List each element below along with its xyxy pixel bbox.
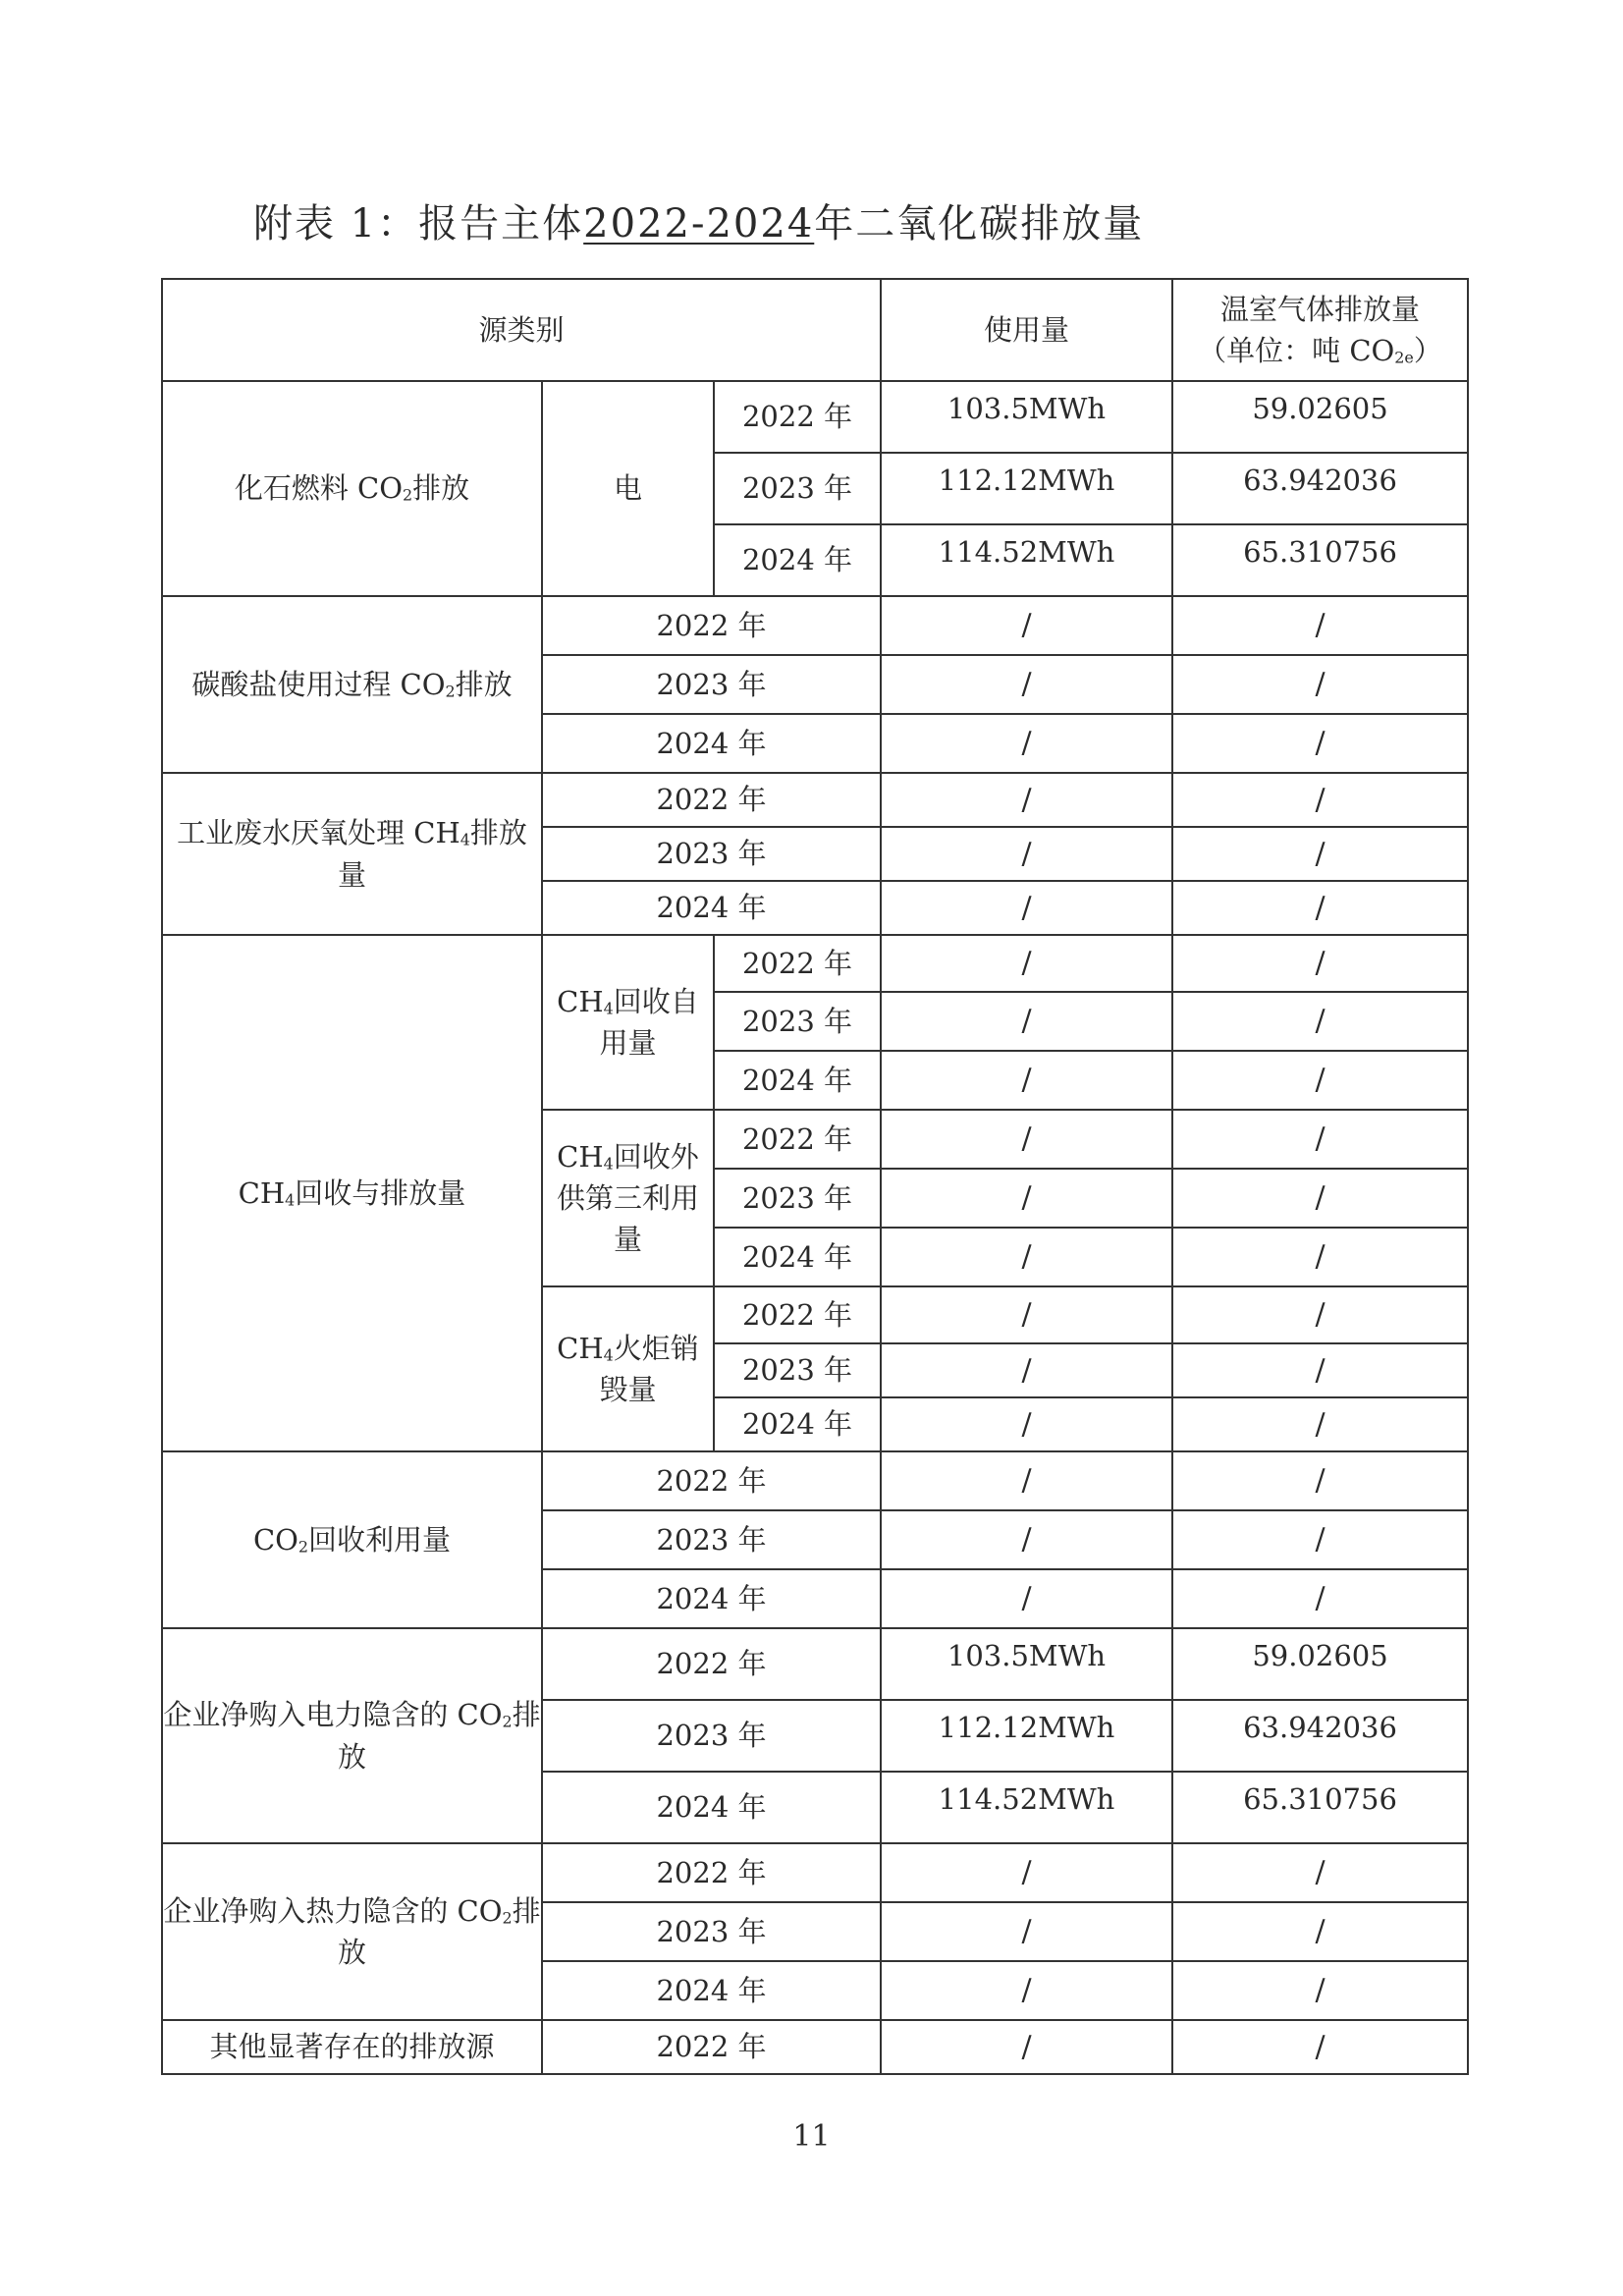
table-row xyxy=(162,773,1468,827)
year-cell: 2023 年 xyxy=(542,1510,881,1569)
usage-cell: / xyxy=(881,596,1172,655)
usage-cell: / xyxy=(881,1569,1172,1628)
usage-cell: / xyxy=(881,714,1172,773)
emission-cell: / xyxy=(1172,827,1468,881)
usage-cell: / xyxy=(881,1051,1172,1110)
usage-cell: 112.12MWh xyxy=(881,453,1172,524)
fossil-label: 化石燃料 $CO_2$排放 xyxy=(162,381,542,596)
ch4-external-label: $CH_4$回收外供第三利用量 xyxy=(542,1110,714,1286)
usage-cell: 112.12MWh xyxy=(881,1700,1172,1772)
emission-cell: 59.02605 xyxy=(1172,1628,1468,1700)
purchased-power-label: 企业净购入电力隐含的 $CO_2$排放 xyxy=(162,1628,542,1843)
year-cell: 2022 年 xyxy=(542,1628,881,1700)
usage-cell: 114.52MWh xyxy=(881,524,1172,596)
emission-cell: / xyxy=(1172,1510,1468,1569)
emission-cell: / xyxy=(1172,1451,1468,1510)
emission-cell: 59.02605 xyxy=(1172,381,1468,453)
emission-cell: / xyxy=(1172,655,1468,714)
usage-cell: / xyxy=(881,827,1172,881)
usage-cell: / xyxy=(881,1961,1172,2020)
emission-cell: / xyxy=(1172,1397,1468,1451)
emission-cell: 65.310756 xyxy=(1172,524,1468,596)
emission-cell: / xyxy=(1172,1051,1468,1110)
emission-cell: / xyxy=(1172,1110,1468,1169)
year-cell: 2024 年 xyxy=(542,1961,881,2020)
year-cell: 2023 年 xyxy=(542,655,881,714)
title-year-range: 2022-2024 xyxy=(583,201,815,246)
table-row xyxy=(162,596,1468,655)
year-cell: 2022 年 xyxy=(714,381,881,453)
usage-cell: / xyxy=(881,1902,1172,1961)
usage-cell: / xyxy=(881,992,1172,1051)
table-row xyxy=(162,1843,1468,1902)
year-cell: 2023 年 xyxy=(714,453,881,524)
header-row xyxy=(162,279,1468,381)
year-cell: 2022 年 xyxy=(714,1110,881,1169)
year-cell: 2024 年 xyxy=(542,1772,881,1843)
year-cell: 2022 年 xyxy=(542,1843,881,1902)
emission-cell: / xyxy=(1172,773,1468,827)
carbonate-label: 碳酸盐使用过程 $CO_2$排放 xyxy=(162,596,542,773)
usage-cell: / xyxy=(881,1397,1172,1451)
emission-cell: / xyxy=(1172,992,1468,1051)
ch4-label: $CH_4$回收与排放量 xyxy=(162,935,542,1451)
usage-cell: / xyxy=(881,2020,1172,2074)
emission-cell: / xyxy=(1172,1286,1468,1343)
other-label: 其他显著存在的排放源 xyxy=(162,2020,542,2074)
year-cell: 2024 年 xyxy=(714,1228,881,1286)
emission-cell: / xyxy=(1172,1343,1468,1397)
year-cell: 2022 年 xyxy=(714,1286,881,1343)
year-cell: 2022 年 xyxy=(714,935,881,992)
year-cell: 2024 年 xyxy=(714,1051,881,1110)
usage-cell: / xyxy=(881,1843,1172,1902)
table-title: 附表 1：报告主体2022-2024年二氧化碳排放量 xyxy=(253,201,1145,246)
year-cell: 2024 年 xyxy=(714,524,881,596)
year-cell: 2022 年 xyxy=(542,773,881,827)
table-row xyxy=(162,1451,1468,1510)
table-row xyxy=(162,2020,1468,2074)
emission-cell: / xyxy=(1172,935,1468,992)
wastewater-label: 工业废水厌氧处理 $CH_4$排放量 xyxy=(162,773,542,935)
usage-cell: / xyxy=(881,1169,1172,1228)
emission-cell: / xyxy=(1172,1902,1468,1961)
usage-cell: / xyxy=(881,1228,1172,1286)
usage-cell: / xyxy=(881,935,1172,992)
usage-cell: / xyxy=(881,773,1172,827)
year-cell: 2024 年 xyxy=(542,714,881,773)
usage-cell: 103.5MWh xyxy=(881,381,1172,453)
ch4-self-use-label: $CH_4$回收自用量 xyxy=(542,935,714,1110)
year-cell: 2023 年 xyxy=(714,992,881,1051)
usage-cell: / xyxy=(881,655,1172,714)
table-row xyxy=(162,1628,1468,1700)
emission-cell: / xyxy=(1172,596,1468,655)
year-cell: 2023 年 xyxy=(542,1700,881,1772)
usage-cell: / xyxy=(881,1343,1172,1397)
usage-cell: 114.52MWh xyxy=(881,1772,1172,1843)
usage-cell: / xyxy=(881,1286,1172,1343)
usage-cell: / xyxy=(881,1110,1172,1169)
emission-cell: / xyxy=(1172,1169,1468,1228)
usage-cell: / xyxy=(881,1451,1172,1510)
usage-cell: 103.5MWh xyxy=(881,1628,1172,1700)
emission-cell: / xyxy=(1172,1961,1468,2020)
emission-cell: / xyxy=(1172,2020,1468,2074)
year-cell: 2022 年 xyxy=(542,1451,881,1510)
emission-cell: 65.310756 xyxy=(1172,1772,1468,1843)
year-cell: 2023 年 xyxy=(542,1902,881,1961)
emission-cell: / xyxy=(1172,881,1468,935)
ch4-flare-label: $CH_4$火炬销毁量 xyxy=(542,1286,714,1451)
co2-recovery-label: $CO_2$回收利用量 xyxy=(162,1451,542,1628)
usage-cell: / xyxy=(881,881,1172,935)
table-row xyxy=(162,381,1468,453)
emission-cell: / xyxy=(1172,714,1468,773)
usage-cell: / xyxy=(881,1510,1172,1569)
emissions-table xyxy=(161,278,1469,2075)
fossil-sub-electricity: 电 xyxy=(542,381,714,596)
year-cell: 2023 年 xyxy=(714,1343,881,1397)
emission-cell: 63.942036 xyxy=(1172,453,1468,524)
table-row xyxy=(162,935,1468,992)
emission-cell: / xyxy=(1172,1569,1468,1628)
emission-cell: 63.942036 xyxy=(1172,1700,1468,1772)
year-cell: 2024 年 xyxy=(542,1569,881,1628)
year-cell: 2022 年 xyxy=(542,2020,881,2074)
header-usage: 使用量 xyxy=(881,279,1172,381)
emission-cell: / xyxy=(1172,1228,1468,1286)
year-cell: 2024 年 xyxy=(542,881,881,935)
year-cell: 2024 年 xyxy=(714,1397,881,1451)
emission-cell: / xyxy=(1172,1843,1468,1902)
year-cell: 2023 年 xyxy=(542,827,881,881)
purchased-heat-label: 企业净购入热力隐含的 $CO_2$排放 xyxy=(162,1843,542,2020)
year-cell: 2023 年 xyxy=(714,1169,881,1228)
year-cell: 2022 年 xyxy=(542,596,881,655)
header-source: 源类别 xyxy=(162,279,881,381)
header-ghg: 温室气体排放量 （单位：吨 $CO_{2e}$） xyxy=(1172,279,1468,381)
page-number: 11 xyxy=(792,2119,831,2154)
